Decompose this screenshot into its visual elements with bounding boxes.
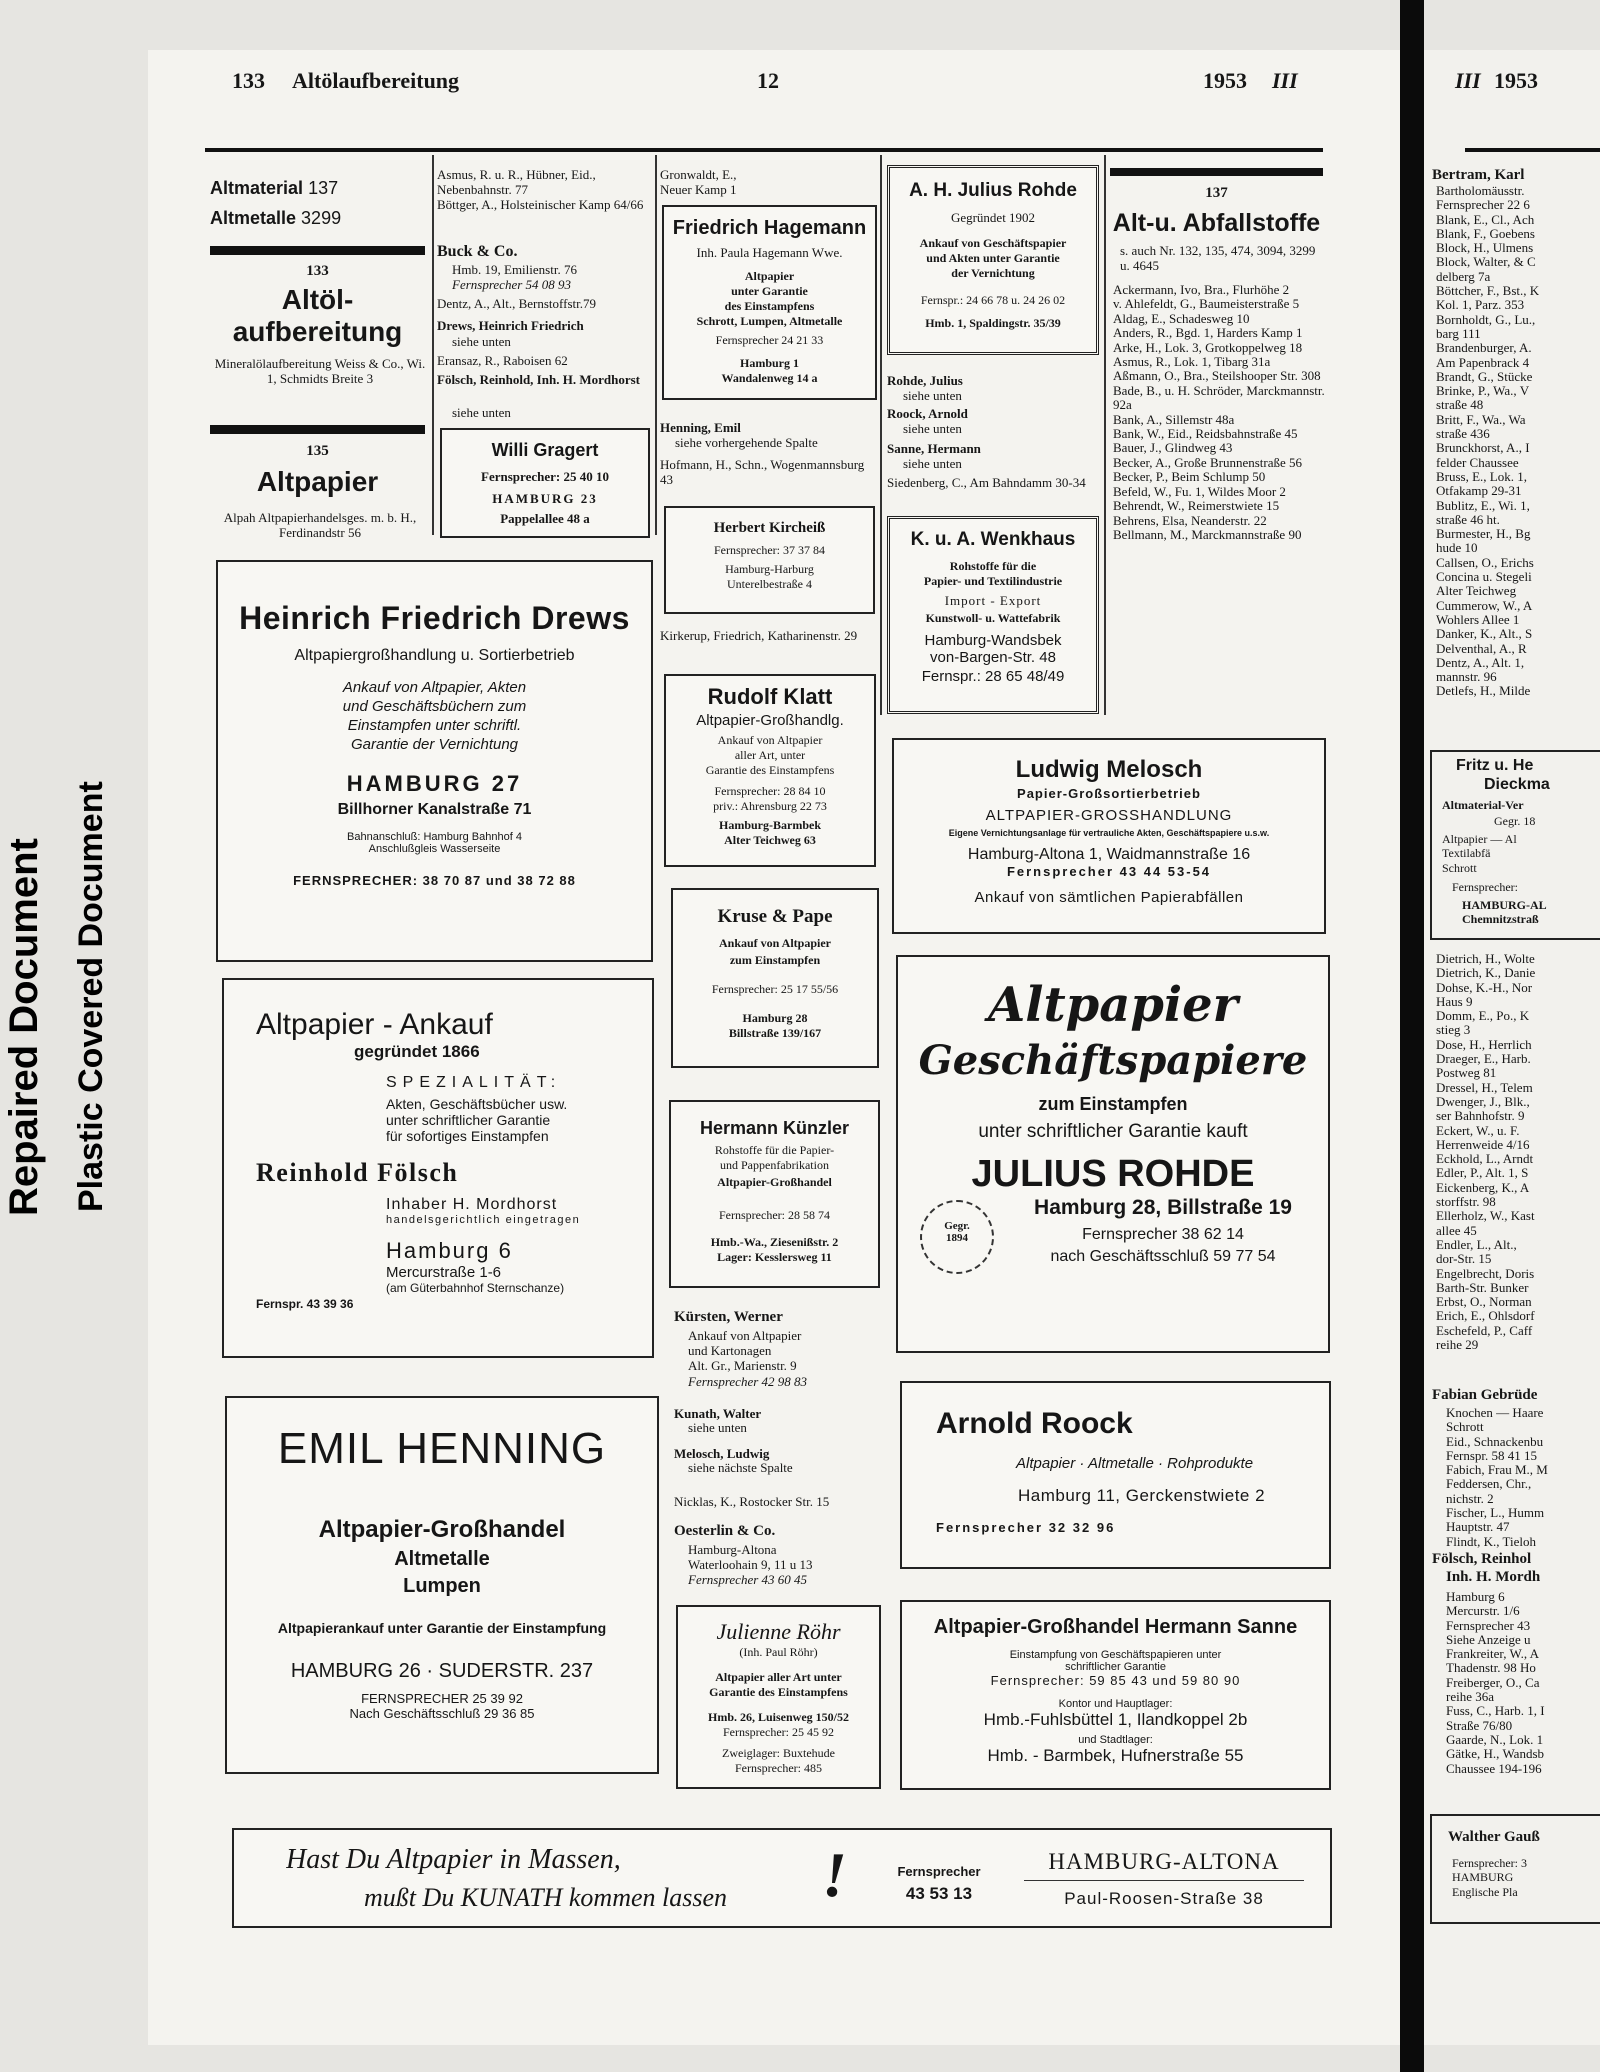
melosch-line1: Eigene Vernichtungsanlage für vertrauliche Akten, Geschäftspapiere u.s.w. <box>948 828 1270 838</box>
page-gutter <box>1400 0 1424 2072</box>
entry-melosch: Melosch, Ludwig <box>674 1446 770 1461</box>
rohde-big-phone: Fernsprecher 38 62 14 <box>1082 1226 1244 1243</box>
entry-kuersten-detail: Ankauf von Altpapier und Kartonagen Alt. Gr., Marienstr. 9 <box>688 1328 802 1373</box>
rohde-small-line1: Ankauf von Geschäftspapier <box>919 236 1067 250</box>
entry-henning: Henning, Emil <box>660 420 741 435</box>
wreath-seal-icon <box>920 1200 994 1274</box>
ad-rohde-small <box>887 165 1099 355</box>
gragert-street: Pappelallee 48 a <box>500 511 590 526</box>
entries-alt-abfallstoffe: Ackermann, Ivo, Bra., Flurhöhe 2 v. Ahlefeldt, G., Baumeisterstraße 5 Aldag, E., Schadesweg 10 Anders, R., Bgd. 1, Harders Kamp 1 Arke, H., Lok. 3, Grotkoppelweg 18 Asmus, R., Lok. 1, Tibarg 31a Aßmann, O., Bra., Steilshooper Str. 308 Bade, B., u. H. Schröder, Marckmannstr. 92a Bank, A., Sillemstr 48a Bank, W., Eid., Reidsbahnstraße 45 Bauer, J., Glindweg 43 Becker, A., Große Brunnenstraße 56 Becker, P., Beim Schlump 50 Befeld, W., Fu. 1, Wildes Moor 2 Behrendt, W., Reimerstwiete 15 Behrens, Elsa, Neanderstr. 22 Bellmann, M., Marckmannstraße 90 <box>1113 283 1325 542</box>
hagemann-line4: Schrott, Lumpen, Altmetalle <box>696 314 843 328</box>
kunath-line2: mußt Du KUNATH kommen lassen <box>364 1883 728 1912</box>
hagemann-street: Wandalenweg 14 a <box>721 371 818 385</box>
drews-phone: FERNSPRECHER: 38 70 87 und 38 72 88 <box>293 873 576 888</box>
ad-roehr <box>676 1605 881 1789</box>
kuenzler-line3: Altpapier-Großhandel <box>717 1175 832 1189</box>
hagemann-phone: Fernsprecher 24 21 33 <box>715 333 824 347</box>
klatt-street: Alter Teichweg 63 <box>724 833 816 847</box>
right-entries-b-d: Bartholomäusstr. Fernsprecher 22 6 Blank, E., Cl., Ach Blank, F., Goebens Block, H., Ulmens Block, Walter, & C delberg 7a Böttcher, F., Bst., K Kol. 1, Parz. 353 Bornholdt, G., Lu., barg 111 Brandenburger, A. Am Papenbrack 4 Brandt, G., Stücke Brinke, P., Wa., V straße 48 Britt, F., Wa., Wa straße 436 Brunckhorst, A., I felder Chaussee Bruss, E., Lok. 1, Otfakamp 29-31 Bublitz, E., Wi. 1, straße 46 ht. Burmester, H., Bg hude 10 Callsen, O., Erichs Concina u. Stegeli Alter Teichweg Cummerow, W., A Wohlers Allee 1 Danker, K., Alt., S Delventhal, A., R Dentz, A., Alt. 1, mannstr. 96 Detlefs, H., Milde <box>1436 183 1540 699</box>
entry-oesterlin: Oesterlin & Co. <box>674 1524 776 1539</box>
rohde-small-founded: Gegründet 1902 <box>950 210 1036 225</box>
sanne-line3: Kontor und Hauptlager: <box>1058 1698 1173 1710</box>
section-133-title: Altöl- aufbereitung <box>232 284 403 347</box>
repaired-label: Repaired Document <box>2 838 46 1216</box>
kruse-phone: Fernsprecher: 25 17 55/56 <box>711 982 839 996</box>
entry-roock: Roock, Arnold <box>887 406 968 421</box>
foelsch-phone: Fernspr. 43 39 36 <box>256 1297 354 1311</box>
header-title: Altölaufbereitung <box>292 68 460 93</box>
gragert-city: HAMBURG 23 <box>492 491 598 506</box>
ad-kruse-pape <box>671 888 879 1068</box>
klatt-name: Rudolf Klatt <box>707 684 833 709</box>
column-separator <box>432 155 434 535</box>
rohde-big-title2: Geschäftspapiere <box>918 1037 1308 1084</box>
buck-phone: Fernsprecher 54 08 93 <box>452 277 572 292</box>
section-133-entry: Mineralölaufbereitung Weiss & Co., Wi. 1, Schmidts Breite 3 <box>214 356 426 386</box>
ad-hagemann <box>662 205 877 400</box>
rohde-small-name: A. H. Julius Rohde <box>909 180 1077 201</box>
sanne-address1: Hmb.-Fuhlsbüttel 1, Ilandkoppel 2b <box>983 1710 1248 1729</box>
header-section-number: 133 <box>232 68 265 93</box>
hagemann-line1: Altpapier <box>744 269 795 283</box>
melosch-line2: Ankauf von sämtlichen Papierabfällen <box>974 889 1244 906</box>
rohde-big-name: JULIUS ROHDE <box>971 1153 1255 1195</box>
entry-kunath-see: siehe unten <box>688 1420 747 1435</box>
section-137-see-also: s. auch Nr. 132, 135, 474, 3094, 3299 u. 4645 <box>1120 244 1316 273</box>
kuenzler-name: Hermann Künzler <box>699 1118 850 1138</box>
wenkhaus-city: Hamburg-Wandsbek <box>924 632 1062 649</box>
klatt-city: Hamburg-Barmbek <box>719 818 821 832</box>
right-entry-fabian: Fabian Gebrüde <box>1432 1387 1538 1403</box>
kircheiss-city: Hamburg-Harburg <box>725 562 814 576</box>
section-135-entry: Alpah Altpapierhandelsges. m. b. H., Ferdinandstr 56 <box>223 510 417 540</box>
right-walther2: Fernsprecher: 3 HAMBURG Englische Pla <box>1452 1856 1527 1899</box>
sanne-line4: und Stadtlager: <box>1078 1734 1153 1746</box>
section-135-title: Altpapier <box>256 466 379 497</box>
right-fritz1: Fritz u. He <box>1456 757 1534 774</box>
entry-eransaz: Eransaz, R., Raboisen 62 <box>437 353 568 368</box>
roehr-owner: (Inh. Paul Röhr) <box>739 1645 818 1659</box>
ad-henning <box>225 1396 659 1774</box>
hagemann-owner: Inh. Paula Hagemann Wwe. <box>696 245 843 260</box>
right-fritz4: Gegr. 18 <box>1494 814 1536 828</box>
right-fritz5: Altpapier — Al Textilabfä Schrott <box>1442 832 1517 875</box>
right-fritz7: HAMBURG-AL Chemnitzstraß <box>1462 898 1547 927</box>
kircheiss-street: Unterelbestraße 4 <box>727 577 812 591</box>
entry-sanne-see: siehe unten <box>903 456 962 471</box>
entry-roock-see: siehe unten <box>903 421 962 436</box>
roehr-line3: Zweiglager: Buxtehude <box>722 1746 835 1760</box>
klatt-sub: Altpapier-Großhandlg. <box>696 712 844 729</box>
right-header-year: 1953 <box>1494 68 1538 93</box>
header-roman: III <box>1272 68 1298 93</box>
entry-dentz: Dentz, A., Alt., Bernstoffstr.79 <box>437 296 597 311</box>
roock-phone: Fernsprecher 32 32 96 <box>936 1520 1116 1535</box>
ad-foelsch <box>222 978 654 1358</box>
melosch-sub2: ALTPAPIER-GROSSHANDLUNG <box>985 807 1233 824</box>
right-header-roman: III <box>1455 68 1481 93</box>
right-entries-d-e: Dietrich, H., Wolte Dietrich, K., Danie Dohse, K.-H., Nor Haus 9 Domm, E., Po., K stieg 3 Dose, H., Herrlich Draeger, E., Harb. Postweg 81 Dressel, H., Telem Dwenger, J., Blk., ser Bahnhofstr. 9 Eckert, W., u. F. Herrenweide 4/16 Eckhold, L., Arndt Edler, P., Alt. 1, S Eickenberg, K., A storffstr. 98 Ellerholz, W., Kast allee 45 Endler, L., Alt., dor-Str. 15 Engelbrecht, Doris Barth-Str. Bunker Erbst, O., Norman Erich, E., Ohlsdorf Eschefeld, P., Caff reihe 29 <box>1436 951 1536 1353</box>
sanne-line2: schriftlicher Garantie <box>1065 1661 1166 1673</box>
kunath-phone: 43 53 13 <box>905 1884 973 1903</box>
section-135-number: 135 <box>306 444 329 459</box>
kruse-street: Billstraße 139/167 <box>728 1026 822 1040</box>
right-fritz6: Fernsprecher: <box>1452 880 1518 894</box>
foelsch-street: Mercurstraße 1-6 <box>386 1264 502 1281</box>
entry-siedenberg: Siedenberg, C., Am Bahndamm 30-34 <box>887 475 1086 490</box>
roehr-phone: Fernsprecher: 25 45 92 <box>723 1725 834 1739</box>
ad-sanne <box>900 1600 1331 1790</box>
kuenzler-line1: Rohstoffe für die Papier- <box>714 1143 835 1157</box>
entry-oesterlin-detail: Hamburg-Altona Waterloohain 9, 11 u 13 <box>688 1542 813 1572</box>
foelsch-near: (am Güterbahnhof Sternschanze) <box>386 1281 565 1295</box>
section-133-number: 133 <box>306 264 329 279</box>
rohde-big-line1: zum Einstampfen <box>1038 1094 1188 1114</box>
roehr-line2: Garantie des Einstampfens <box>709 1685 848 1699</box>
sanne-name: Altpapier-Großhandel Hermann Sanne <box>933 1616 1298 1638</box>
right-entries-f: Knochen — Haare Schrott Eid., Schnackenbu Fernspr. 58 41 15 Fabich, Frau M., M Feddersen, Chr., nichstr. 2 Fischer, L., Humm Hauptstr. 47 Flindt, K., Tieloh <box>1446 1405 1548 1549</box>
buck-address: Hmb. 19, Emilienstr. 76 <box>452 262 577 277</box>
entry-melosch-see: siehe nächste Spalte <box>688 1460 793 1475</box>
rohde-small-line2: und Akten unter Garantie <box>926 251 1060 265</box>
kruse-city: Hamburg 28 <box>742 1011 808 1025</box>
roehr-line1: Altpapier aller Art unter <box>715 1670 842 1684</box>
entry-nicklas: Nicklas, K., Rostocker Str. 15 <box>674 1494 830 1509</box>
roehr-address: Hmb. 26, Luisenweg 150/52 <box>707 1710 849 1724</box>
ad-roock <box>900 1381 1331 1569</box>
entry-hofmann: Hofmann, H., Schn., Wogenmannsburg 43 <box>660 457 865 487</box>
foelsch-spec: SPEZIALITÄT: <box>386 1074 562 1091</box>
wenkhaus-line4: Kunstwoll- u. Wattefabrik <box>925 611 1061 625</box>
entry-foelsch-see: siehe unten <box>452 405 511 420</box>
kircheiss-phone: Fernsprecher: 37 37 84 <box>714 543 825 557</box>
kunath-line1: Hast Du Altpapier in Massen, <box>286 1844 621 1875</box>
ad-drews <box>216 560 653 962</box>
foelsch-registered: handelsgerichtlich eingetragen <box>386 1214 581 1226</box>
melosch-sub: Papier-Großsortierbetrieb <box>1017 786 1201 801</box>
foelsch-line1: Akten, Geschäftsbücher usw. <box>386 1096 568 1112</box>
right-fritz3: Altmaterial-Ver <box>1442 798 1524 812</box>
rohde-big-address: Hamburg 28, Billstraße 19 <box>1034 1196 1292 1219</box>
henning-address: HAMBURG 26 · SUDERSTR. 237 <box>290 1660 594 1682</box>
right-entries-f-g: Hamburg 6 Mercurstr. 1/6 Fernsprecher 43 Siehe Anzeige u Frankreiter, W., A Thadenstr. 98 Ho Freiberger, O., Ca reihe 36a Fuss, C., Harb. 1, I Straße 76/80 Gaarde, N., Lok. 1 Gätke, H., Wandsb Chaussee 194-196 <box>1446 1589 1545 1776</box>
foelsch-owner: Inhaber H. Mordhorst <box>386 1196 558 1213</box>
sanne-line1: Einstampfung von Geschäftspapieren unter <box>1009 1649 1222 1661</box>
henning-line1: Altpapier-Großhandel <box>318 1516 566 1543</box>
roehr-phone2: Fernsprecher: 485 <box>735 1761 822 1775</box>
foelsch-title: Altpapier - Ankauf <box>256 1008 493 1041</box>
divider <box>1024 1880 1304 1881</box>
ad-kircheiss <box>664 506 875 614</box>
kruse-name: Kruse & Pape <box>717 906 833 927</box>
hagemann-name: Friedrich Hagemann <box>672 217 867 239</box>
ad-rohde-big <box>896 955 1330 1353</box>
roock-line1: Altpapier · Altmetalle · Rohprodukte <box>1016 1455 1254 1472</box>
drews-name: Heinrich Friedrich Drews <box>239 600 630 636</box>
entry-kuersten-phone: Fernsprecher 42 98 83 <box>688 1374 808 1389</box>
section-137-number: 137 <box>1205 186 1228 201</box>
entry-foelsch: Fölsch, Reinhold, Inh. H. Mordhorst <box>437 372 640 387</box>
drews-line3: Einstampfen unter schriftl. <box>347 717 522 734</box>
rohde-big-phone2: nach Geschäftsschluß 59 77 54 <box>1050 1248 1276 1265</box>
klatt-phone2: priv.: Ahrensburg 22 73 <box>713 799 827 813</box>
seal-text2: 1894 <box>946 1232 968 1244</box>
henning-line4: Altpapierankauf unter Garantie der Einstampfung <box>277 1620 607 1636</box>
right-entry-foelsch: Fölsch, Reinhol <box>1432 1551 1532 1567</box>
ad-kuenzler <box>669 1100 880 1288</box>
column-separator <box>880 155 882 715</box>
rohde-small-address: Hmb. 1, Spaldingstr. 35/39 <box>925 316 1061 330</box>
henning-line2: Altmetalle <box>394 1548 490 1570</box>
kuenzler-line2: und Pappenfabrikation <box>720 1158 829 1172</box>
ad-gragert <box>440 428 650 538</box>
altmetalle-label: Altmetalle 3299 <box>210 208 342 226</box>
drews-city: HAMBURG 27 <box>346 771 523 796</box>
kunath-city: HAMBURG-ALTONA <box>1048 1849 1280 1874</box>
entries-asmus-boettger: Asmus, R. u. R., Hübner, Eid., Nebenbahnstr. 77 Böttger, A., Holsteinischer Kamp 64/66 <box>437 167 644 212</box>
section-137-title: Alt-u. Abfallstoffe <box>1112 209 1321 237</box>
entry-drews-see: siehe unten <box>452 334 511 349</box>
foelsch-name: Reinhold Fölsch <box>256 1158 459 1187</box>
right-fritz2: Dieckma <box>1484 776 1550 793</box>
section-rule <box>210 425 425 434</box>
plastic-label: Plastic Covered Document <box>72 781 110 1212</box>
wenkhaus-street: von-Bargen-Str. 48 <box>930 649 1056 666</box>
section-rule <box>210 246 425 255</box>
drews-line1: Ankauf von Altpapier, Akten <box>342 679 527 696</box>
buck-name: Buck & Co. <box>437 244 518 259</box>
header-year: 1953 <box>1203 68 1247 93</box>
drews-rail2: Anschlußgleis Wasserseite <box>368 843 501 855</box>
entry-kunath: Kunath, Walter <box>674 1406 762 1421</box>
drews-line4: Garantie der Vernichtung <box>350 736 519 753</box>
header-page-number: 12 <box>757 68 779 93</box>
right-entry-bertram: Bertram, Karl <box>1432 167 1525 183</box>
kruse-line2: zum Einstampfen <box>729 953 821 967</box>
kircheiss-name: Herbert Kircheiß <box>713 520 826 536</box>
entry-oesterlin-phone: Fernsprecher 43 60 45 <box>688 1572 808 1587</box>
drews-sub: Altpapiergroßhandlung u. Sortierbetrieb <box>294 647 575 664</box>
right-header-rule <box>1465 148 1600 152</box>
kunath-exclamation: ! <box>822 1840 847 1910</box>
foelsch-line2: unter schriftlicher Garantie <box>386 1112 551 1128</box>
kunath-phone-label: Fernsprecher <box>897 1864 981 1879</box>
rohde-small-phone: Fernspr.: 24 66 78 u. 24 26 02 <box>920 293 1066 307</box>
gragert-name: Willi Gragert <box>491 440 599 460</box>
ad-kunath <box>232 1828 1332 1928</box>
ad-wenkhaus <box>887 516 1099 714</box>
entry-henning-see: siehe vorhergehende Spalte <box>675 435 818 450</box>
drews-rail1: Bahnanschluß: Hamburg Bahnhof 4 <box>347 831 522 843</box>
ad-melosch <box>892 738 1326 934</box>
rohde-small-line3: der Vernichtung <box>951 266 1035 280</box>
roehr-name: Julienne Röhr <box>716 1619 841 1644</box>
hagemann-line3: des Einstampfens <box>724 299 815 313</box>
column-separator <box>1104 155 1106 715</box>
drews-street: Billhorner Kanalstraße 71 <box>337 801 532 818</box>
seal-text1: Gegr. <box>944 1220 970 1232</box>
roock-name: Arnold Roock <box>936 1407 1133 1440</box>
ad-klatt <box>664 674 876 867</box>
header-rule <box>205 148 1323 152</box>
entry-gronwaldt: Gronwaldt, E., Neuer Kamp 1 <box>660 167 737 197</box>
right-column <box>1424 160 1600 2040</box>
kuenzler-address2: Lager: Kesslersweg 11 <box>717 1250 832 1264</box>
section-rule <box>1110 168 1323 176</box>
rohde-big-line2: unter schriftlicher Garantie kauft <box>978 1121 1248 1142</box>
entry-kuersten: Kürsten, Werner <box>674 1310 783 1325</box>
sanne-phone: Fernsprecher: 59 85 43 und 59 80 90 <box>990 1673 1241 1688</box>
melosch-address: Hamburg-Altona 1, Waidmannstraße 16 <box>967 846 1251 863</box>
gragert-phone: Fernsprecher: 25 40 10 <box>481 469 609 484</box>
wenkhaus-phone: Fernspr.: 28 65 48/49 <box>921 668 1065 685</box>
altmaterial-label: Altmaterial 137 <box>210 178 339 196</box>
sanne-address2: Hmb. - Barmbek, Hufnerstraße 55 <box>987 1746 1244 1765</box>
henning-phone: FERNSPRECHER 25 39 92 <box>361 1691 523 1706</box>
roock-address: Hamburg 11, Gerckenstwiete 2 <box>1018 1486 1266 1505</box>
foelsch-line3: für sofortiges Einstampfen <box>386 1128 549 1144</box>
drews-line2: und Geschäftsbüchern zum <box>342 698 527 715</box>
henning-name: EMIL HENNING <box>277 1424 607 1473</box>
wenkhaus-line1: Rohstoffe für die <box>949 559 1037 573</box>
foelsch-city: Hamburg 6 <box>386 1238 513 1263</box>
klatt-phone1: Fernsprecher: 28 84 10 <box>714 784 826 798</box>
right-walther1: Walther Gauß <box>1448 1829 1540 1845</box>
entry-drews: Drews, Heinrich Friedrich <box>437 318 584 333</box>
klatt-line2: aller Art, unter <box>734 748 806 762</box>
kuenzler-address1: Hmb.-Wa., Ziesenißstr. 2 <box>710 1235 839 1249</box>
kruse-line1: Ankauf von Altpapier <box>718 936 832 950</box>
henning-line3: Lumpen <box>403 1575 481 1597</box>
entry-rohde: Rohde, Julius <box>887 373 963 388</box>
klatt-line1: Ankauf von Altpapier <box>717 733 823 747</box>
entry-sanne: Sanne, Hermann <box>887 441 981 456</box>
melosch-name: Ludwig Melosch <box>1015 756 1203 783</box>
entry-kirkerup: Kirkerup, Friedrich, Katharinenstr. 29 <box>660 628 858 643</box>
wenkhaus-line3: Import - Export <box>944 593 1042 608</box>
right-entry-foelsch-owner: Inh. H. Mordh <box>1446 1569 1541 1585</box>
kuenzler-phone: Fernsprecher: 28 58 74 <box>719 1208 830 1222</box>
column-separator <box>655 155 657 535</box>
hagemann-line2: unter Garantie <box>731 284 808 298</box>
kunath-street: Paul-Roosen-Straße 38 <box>1064 1889 1264 1908</box>
melosch-phone: Fernsprecher 43 44 53-54 <box>1006 864 1212 879</box>
henning-phone2: Nach Geschäftsschluß 29 36 85 <box>349 1706 535 1721</box>
rohde-big-title1: Altpapier <box>988 977 1238 1033</box>
hagemann-city: Hamburg 1 <box>739 356 799 370</box>
wenkhaus-name: K. u. A. Wenkhaus <box>910 529 1076 550</box>
foelsch-founded: gegründet 1866 <box>354 1042 480 1061</box>
wenkhaus-line2: Papier- und Textilindustrie <box>923 574 1063 588</box>
klatt-line3: Garantie des Einstampfens <box>705 763 835 777</box>
side-labels <box>0 560 150 1220</box>
entry-rohde-see: siehe unten <box>903 388 962 403</box>
